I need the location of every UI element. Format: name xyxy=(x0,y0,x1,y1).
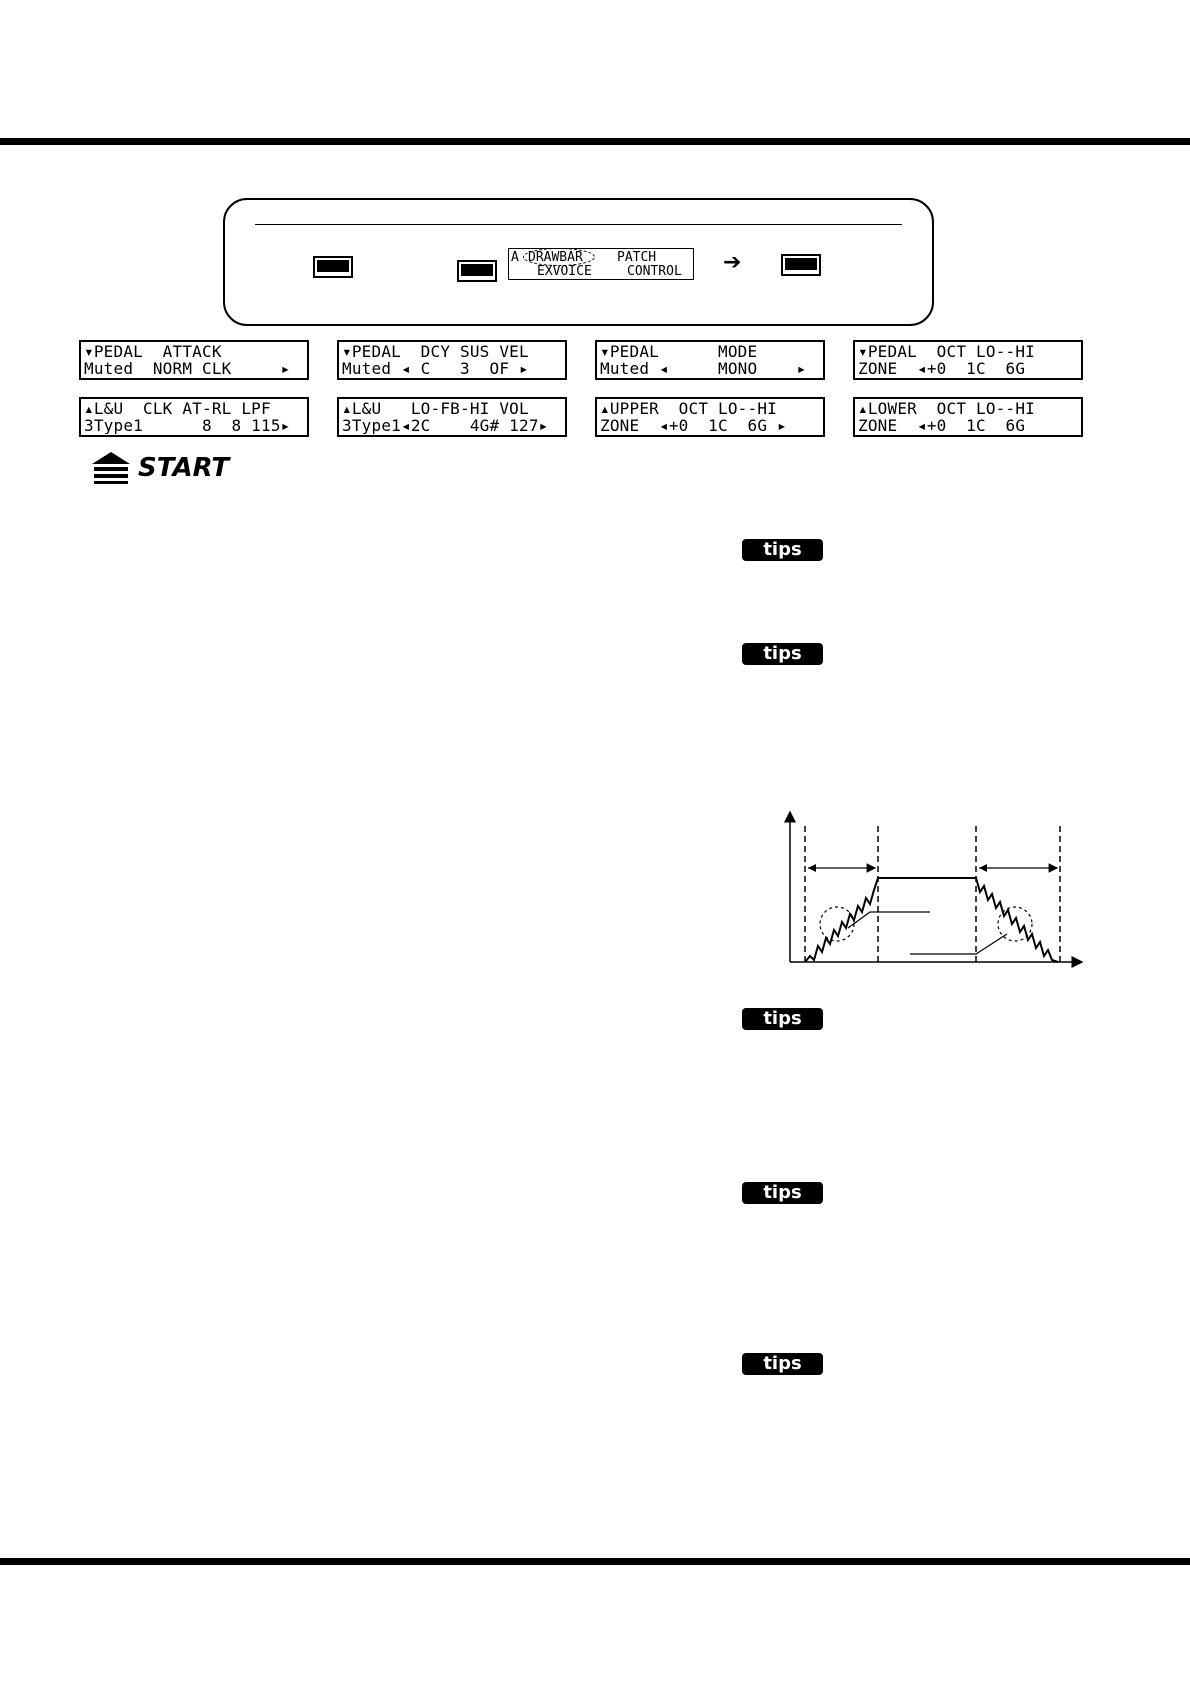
lcd-row-2: 3Type1◂2C 4G# 127▸ xyxy=(342,417,549,434)
lcd-row-1: ▴LOWER OCT LO--HI xyxy=(858,400,1035,417)
header-rule xyxy=(0,138,1190,145)
panel-display xyxy=(508,248,694,280)
panel-display-prefix: A xyxy=(511,250,519,265)
lcd-row-2: 3Type1 8 8 115▸ xyxy=(84,417,291,434)
lcd-pedal-attack xyxy=(79,340,309,380)
lcd-pedal-zone xyxy=(853,340,1083,380)
lcd-row-2: ZONE ◂+0 1C 6G xyxy=(858,360,1026,377)
control-panel-illustration xyxy=(223,198,934,326)
lcd-row-1: ▾PEDAL MODE xyxy=(600,343,758,360)
lcd-row-2: Muted NORM CLK ▸ xyxy=(84,360,291,377)
panel-display-control: CONTROL xyxy=(627,264,682,279)
lcd-upper-zone xyxy=(595,397,825,437)
panel-rule xyxy=(255,224,902,225)
tips-badge: tips xyxy=(742,643,823,665)
arrow-head-left xyxy=(979,864,987,872)
lcd-lu-click xyxy=(79,397,309,437)
leader-line xyxy=(848,912,930,928)
envelope-diagram xyxy=(770,806,1090,974)
lcd-pedal-mode xyxy=(595,340,825,380)
panel-button-3 xyxy=(781,254,821,276)
panel-button-1 xyxy=(313,256,353,278)
lcd-row-2: Muted ◂ MONO ▸ xyxy=(600,360,807,377)
tips-badge: tips xyxy=(742,1353,823,1375)
lcd-lu-filter xyxy=(337,397,567,437)
lcd-row-1: ▾PEDAL OCT LO--HI xyxy=(858,343,1035,360)
lcd-row-1: ▴L&U LO-FB-HI VOL xyxy=(342,400,529,417)
lcd-row-2: ZONE ◂+0 1C 6G xyxy=(858,417,1026,434)
tips-badge: tips xyxy=(742,1008,823,1030)
lcd-row-1: ▴L&U CLK AT-RL LPF xyxy=(84,400,271,417)
panel-button-2 xyxy=(457,260,497,282)
envelope-curve xyxy=(805,878,1058,962)
footer-rule xyxy=(0,1558,1190,1565)
panel-display-patch: PATCH xyxy=(617,250,657,265)
lcd-pedal-envelope xyxy=(337,340,567,380)
lcd-row-2: Muted ◂ C 3 OF ▸ xyxy=(342,360,529,377)
tips-badge: tips xyxy=(742,1182,823,1204)
start-arrow-icon xyxy=(92,452,130,484)
right-arrow-icon: ➔ xyxy=(723,250,742,275)
lcd-row-2: ZONE ◂+0 1C 6G ▸ xyxy=(600,417,787,434)
lcd-row-1: ▾PEDAL DCY SUS VEL xyxy=(342,343,529,360)
start-label: START xyxy=(138,453,230,483)
lcd-row-1: ▴UPPER OCT LO--HI xyxy=(600,400,777,417)
lcd-lower-zone xyxy=(853,397,1083,437)
panel-display-drawbar: DRAWBAR xyxy=(528,250,583,265)
lcd-row-1: ▾PEDAL ATTACK xyxy=(84,343,222,360)
tips-badge: tips xyxy=(742,539,823,561)
panel-display-exvoice: EXVOICE xyxy=(537,264,592,279)
leader-line xyxy=(910,934,1007,954)
arrow-head-left xyxy=(808,864,816,872)
